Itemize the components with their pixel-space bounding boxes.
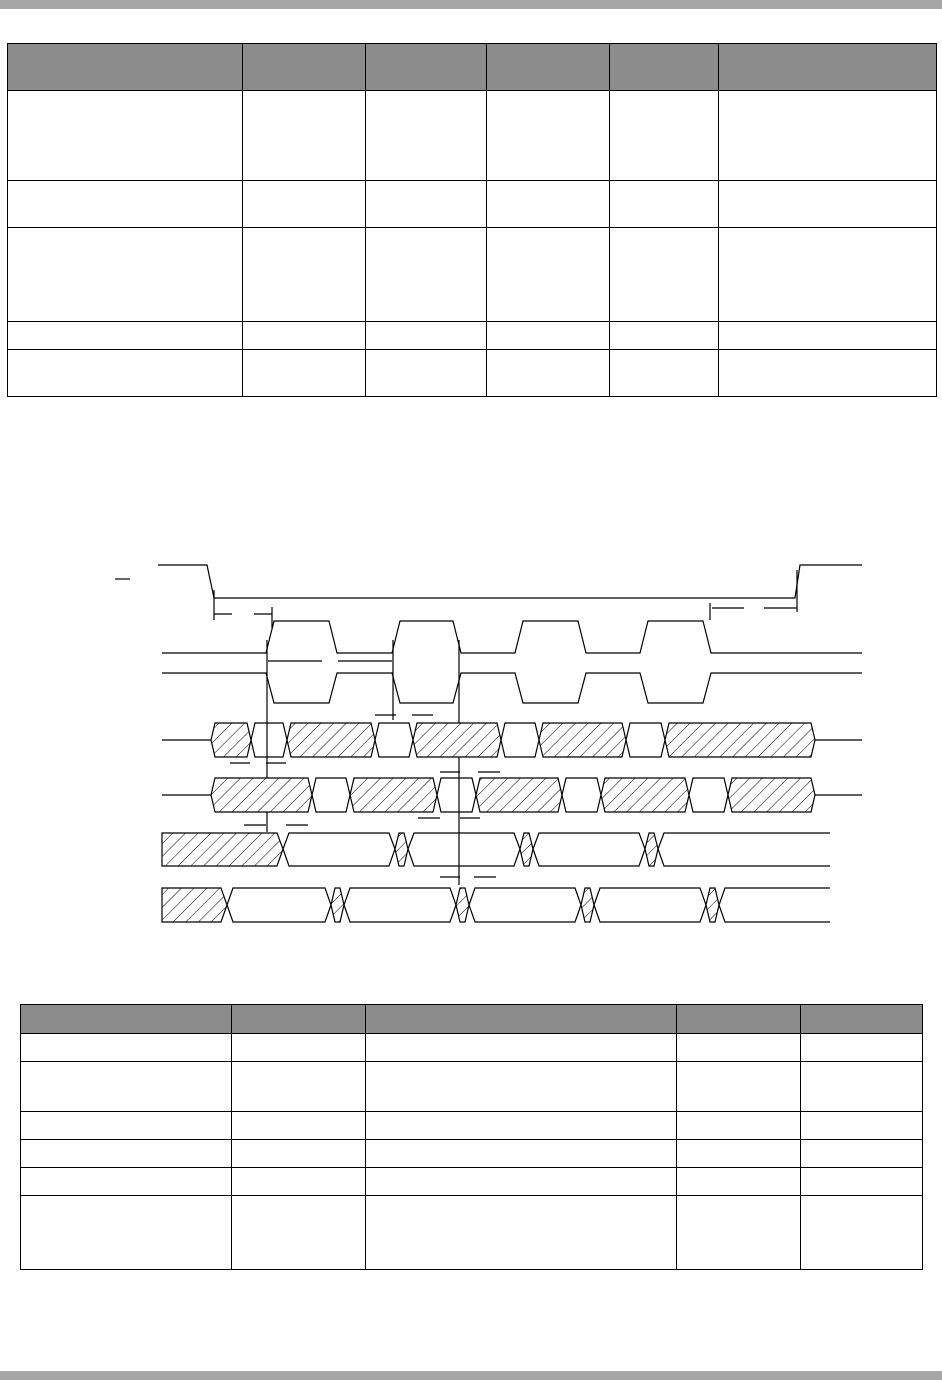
timing-table-top bbox=[7, 43, 937, 397]
output-data-line-b bbox=[162, 888, 830, 922]
table-row bbox=[21, 1112, 923, 1140]
table-row bbox=[21, 1062, 923, 1112]
table-header-row bbox=[8, 44, 937, 91]
table-row bbox=[21, 1034, 923, 1062]
table-row bbox=[8, 322, 937, 350]
data-valid-window bbox=[211, 778, 815, 812]
table-header-row bbox=[21, 1005, 923, 1034]
table-header-cell bbox=[232, 1005, 366, 1034]
table-row bbox=[21, 1140, 923, 1168]
table-row bbox=[21, 1168, 923, 1196]
header-bar bbox=[0, 0, 942, 9]
chip-select-line bbox=[158, 565, 862, 598]
table-header-cell bbox=[801, 1005, 923, 1034]
table-row bbox=[8, 181, 937, 228]
data-valid-window bbox=[211, 723, 815, 757]
table-row bbox=[8, 228, 937, 322]
table-header-cell bbox=[677, 1005, 801, 1034]
table-row bbox=[8, 350, 937, 397]
output-data-line-a bbox=[162, 833, 830, 866]
table-row bbox=[8, 91, 937, 181]
footer-bar bbox=[0, 1371, 942, 1380]
table-header-cell bbox=[719, 44, 937, 91]
timing-table-bottom bbox=[20, 1004, 923, 1270]
table-header-cell bbox=[243, 44, 366, 91]
table-header-cell bbox=[366, 44, 487, 91]
table-header-cell bbox=[366, 1005, 677, 1034]
table-header-cell bbox=[21, 1005, 232, 1034]
table-header-cell bbox=[487, 44, 610, 91]
table-header-cell bbox=[610, 44, 719, 91]
table-header-cell bbox=[8, 44, 243, 91]
table-row bbox=[21, 1196, 923, 1270]
timing-diagram bbox=[0, 540, 942, 940]
